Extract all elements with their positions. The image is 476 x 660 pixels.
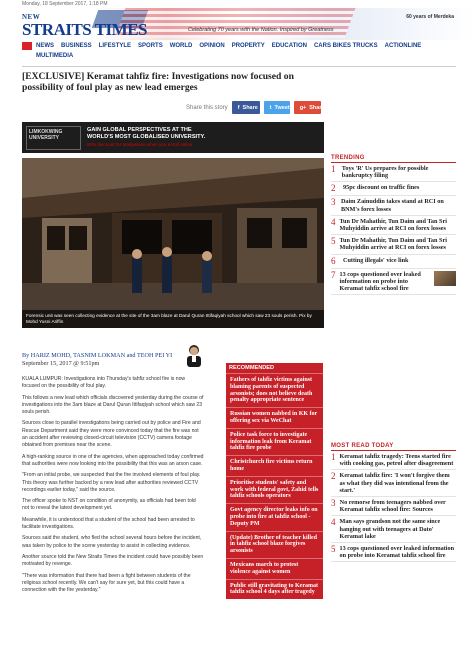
author-avatar xyxy=(184,343,204,367)
share-bar xyxy=(186,101,325,114)
article-paragraph: A high-ranking source in one of the agencies, when approached today confirmed that authorities were now looking into the possibility that this was an arson case. xyxy=(22,453,204,467)
most-read-item[interactable] xyxy=(331,497,456,516)
most-read-title[interactable]: 13 cops questioned over leaked information on probe into Keramat tahfiz school fire xyxy=(339,545,455,560)
photo-caption: Forensic unit was seen collecting evidence at the site of the 3am blaze at Darul Quran Ittifaqiyah school which saw 23 souls perish. Pix by Mohd Yusni Ariffin xyxy=(22,310,324,328)
trending-rank: 2 xyxy=(331,183,336,194)
logo-name: STRAITS TIMES xyxy=(22,20,147,39)
trending-item[interactable] xyxy=(331,255,456,269)
trending-item[interactable] xyxy=(331,216,456,235)
recommended-item[interactable]: Public still gravitating to Keramat tahfiz school 4 days after tragedy xyxy=(226,579,323,600)
nav-business[interactable]: BUSINESS xyxy=(61,43,92,49)
trending-item[interactable] xyxy=(331,163,456,182)
recommended-item[interactable]: Mexicans march to protest violence against women xyxy=(226,558,323,579)
article-paragraph: Another source told the New Straits Times the incident could have possibly been motivated by revenge. xyxy=(22,553,204,568)
twitter-share-label: Tweet xyxy=(274,104,290,111)
most-read-panel xyxy=(331,443,456,562)
trending-rank: 7 xyxy=(331,269,336,280)
trending-panel xyxy=(331,155,456,295)
nav-opinion[interactable]: OPINION xyxy=(199,43,225,49)
trending-title[interactable]: Tun Dr Mahathir, Tun Daim and Tan Sri Muhyiddin arrive at RCI on forex losses xyxy=(339,217,447,233)
recommended-item[interactable]: Prioritise students' safety and work with federal govt, Zahid tells tahfiz schools operators xyxy=(226,476,323,503)
most-read-title[interactable]: Keramat tahfiz fire: 'I won't forgive them as what they did was intentional from the start.' xyxy=(339,472,450,494)
trending-rank: 4 xyxy=(331,216,336,227)
trending-item[interactable] xyxy=(331,235,456,254)
trending-thumbnail[interactable] xyxy=(434,271,456,286)
ad-line1: GAIN GLOBAL PERSPECTIVES AT THE xyxy=(87,127,192,133)
ad-logo: LIMKOKWING UNIVERSITY xyxy=(26,126,81,150)
logo-new: NEW xyxy=(22,13,41,21)
byline-prefix: By xyxy=(22,352,30,359)
most-read-rank: 4 xyxy=(331,517,336,528)
article-paragraph: "From an initial probe, we suspected that the fire involved elements of foul play. This theory was further backed by a new lead after authorities reviewed CCTV recordings earlier today," said the source. xyxy=(22,472,201,493)
trending-title[interactable]: Cutting illegals' vice link xyxy=(343,256,409,264)
nav-education[interactable]: EDUCATION xyxy=(271,43,307,49)
trending-rank: 5 xyxy=(331,236,336,247)
most-read-header: MOST READ TODAY xyxy=(331,443,456,451)
trending-rank: 1 xyxy=(331,164,336,174)
article-paragraph: KUALA LUMPUR: Investigations into Thursday's tahfiz school fire is now focused on the possibility of foul play. xyxy=(22,376,186,390)
most-read-item[interactable] xyxy=(331,451,456,470)
nav-cars[interactable]: CARS BIKES TRUCKS xyxy=(313,43,378,49)
byline xyxy=(22,352,182,368)
article-paragraph: The officer spoke to NST on condition of anonymity, as officials had been told not to reveal the latest development yet. xyxy=(22,498,196,512)
ad-line2: WORLD'S MOST GLOBALISED UNIVERSITY. xyxy=(87,134,206,140)
article-paragraph: "There was information that there had been a fight between students of the religious school recently. We can't say for sure yet, but this could have a connection with the fire yesterday." xyxy=(22,572,191,594)
googleplus-share-label: Share xyxy=(309,104,325,111)
trending-header: TRENDING xyxy=(331,155,456,163)
recommended-header: RECOMMENDED xyxy=(226,363,323,373)
most-read-item[interactable] xyxy=(331,516,456,543)
share-label: Share this story xyxy=(186,104,228,111)
trending-title[interactable]: Tun Dr Mahathir, Tun Daim and Tan Sri Muhyiddin arrive at RCI on forex losses xyxy=(339,237,447,252)
googleplus-share-button[interactable] xyxy=(294,101,325,114)
trending-item[interactable] xyxy=(331,269,456,296)
article-paragraph: Sources close to parallel investigations being carried out by police and Fire and Rescue Department said they were more convinced today that the fire was not an accident after reviewing closed-circuit television (CCTV) camera footage obtained from premises near the scene. xyxy=(22,420,201,449)
article-photo[interactable] xyxy=(22,158,324,328)
most-read-rank: 5 xyxy=(331,544,336,555)
recommended-item[interactable]: Fathers of tahfiz victims against blaming parents of suspected arsonists; does not believe death penalty appropriate sentence xyxy=(226,373,323,407)
most-read-rank: 3 xyxy=(331,498,336,509)
article-date: September 15, 2017 @ 9:51pm xyxy=(22,360,100,367)
recommended-item[interactable]: Govt agency director leaks info on probe into fire at tahfiz school - Deputy PM xyxy=(226,503,323,530)
article-headline: [EXCLUSIVE] Keramat tahfiz fire: Investigations now focused on possibility of foul play as new lead emerges xyxy=(22,71,294,93)
facebook-icon: f xyxy=(237,104,240,111)
trending-rank: 3 xyxy=(331,197,336,208)
home-icon[interactable] xyxy=(22,42,32,50)
trending-rank: 6 xyxy=(331,255,336,266)
recommended-item[interactable]: Police task force to investigate information leak from Keramat tahfiz fire probe xyxy=(226,428,323,455)
top-strip xyxy=(0,0,476,8)
most-read-title[interactable]: Keramat tahfiz tragedy: Teens started fire with cooking gas, petrol after disagreement xyxy=(339,453,454,468)
trending-title[interactable]: Toys 'R' Us prepares for possible bankruptcy filing xyxy=(341,165,429,180)
ad-subline: 50% discount for Malaysians when you enroll online xyxy=(87,142,193,147)
article-paragraph: Sources said the student, who fled the school several hours before the incident, was taken by police to the scene yesterday to assist in collecting evidence. xyxy=(22,535,202,549)
nav-world[interactable]: WORLD xyxy=(169,43,193,49)
tagline: Celebrating 70 years with the Nation. Inspired by Greatness xyxy=(188,27,334,33)
trending-title[interactable]: 13 cops questioned over leaked information on probe into Keramat tahfiz school fire xyxy=(339,270,421,293)
facebook-share-label: Share xyxy=(242,104,258,111)
flag-stripes-decoration xyxy=(115,8,356,38)
main-nav xyxy=(22,41,456,65)
googleplus-icon: g+ xyxy=(299,104,307,111)
recommended-item[interactable]: Russian women nabbed in KK for offering sex via WeChat xyxy=(226,407,323,428)
most-read-title[interactable]: No remorse from teenagers nabbed over Keramat tahfiz school fire: Sources xyxy=(339,499,446,514)
nav-actionline[interactable]: ACTIONLINE xyxy=(384,43,422,49)
most-read-rank: 2 xyxy=(331,471,336,482)
recommended-item[interactable]: Christchurch fire victims return home xyxy=(226,455,323,476)
facebook-share-button[interactable] xyxy=(232,101,260,114)
fire-scene-image xyxy=(22,158,324,328)
trending-title[interactable]: 95pc discount on traffic fines xyxy=(343,184,420,192)
nav-sports[interactable]: SPORTS xyxy=(138,43,163,49)
trending-item[interactable] xyxy=(331,196,456,215)
merdeka-badge: 60 years of Merdeka xyxy=(406,14,454,20)
masthead xyxy=(0,8,476,40)
byline-authors[interactable]: HARIZ MOHD, TASNIM LOKMAN and TEOH PEI YI xyxy=(30,352,173,359)
twitter-share-button[interactable] xyxy=(264,101,290,114)
article-body xyxy=(22,376,204,598)
nav-news[interactable]: NEWS xyxy=(36,43,54,49)
twitter-icon: t xyxy=(269,104,272,111)
nav-lifestyle[interactable]: LIFESTYLE xyxy=(98,43,132,49)
article-paragraph: This follows a new lead which officials discovered yesterday during the course of investigations into the 3am blaze at Darul Quran Ittifaqiyah school which saw 23 souls perish. xyxy=(22,394,204,416)
site-logo[interactable] xyxy=(22,14,147,38)
trending-title[interactable]: Daim Zainuddin takes stand at RCI on BNM's forex losses xyxy=(340,198,444,213)
most-read-item[interactable] xyxy=(331,543,456,562)
article-paragraph: Meanwhile, it is understood that a student of the school had been arrested to facilitate investigations. xyxy=(22,516,195,531)
most-read-rank: 1 xyxy=(331,452,336,462)
current-datetime: Monday, 18 September 2017, 1:18 PM xyxy=(22,1,108,7)
recommended-box xyxy=(226,363,323,599)
most-read-title[interactable]: Man says grandson not the same since hanging out with teenagers at Dato' Keramat lake xyxy=(339,518,441,540)
divider xyxy=(22,66,456,67)
nav-multimedia[interactable]: MULTIMEDIA xyxy=(36,53,74,59)
recommended-item[interactable]: (Update) Brother of teacher killed in tahfiz school blaze forgives arsonists xyxy=(226,531,323,558)
ad-banner[interactable] xyxy=(22,122,324,153)
trending-item[interactable] xyxy=(331,182,456,196)
nav-property[interactable]: PROPERTY xyxy=(231,43,265,49)
most-read-item[interactable] xyxy=(331,470,456,497)
